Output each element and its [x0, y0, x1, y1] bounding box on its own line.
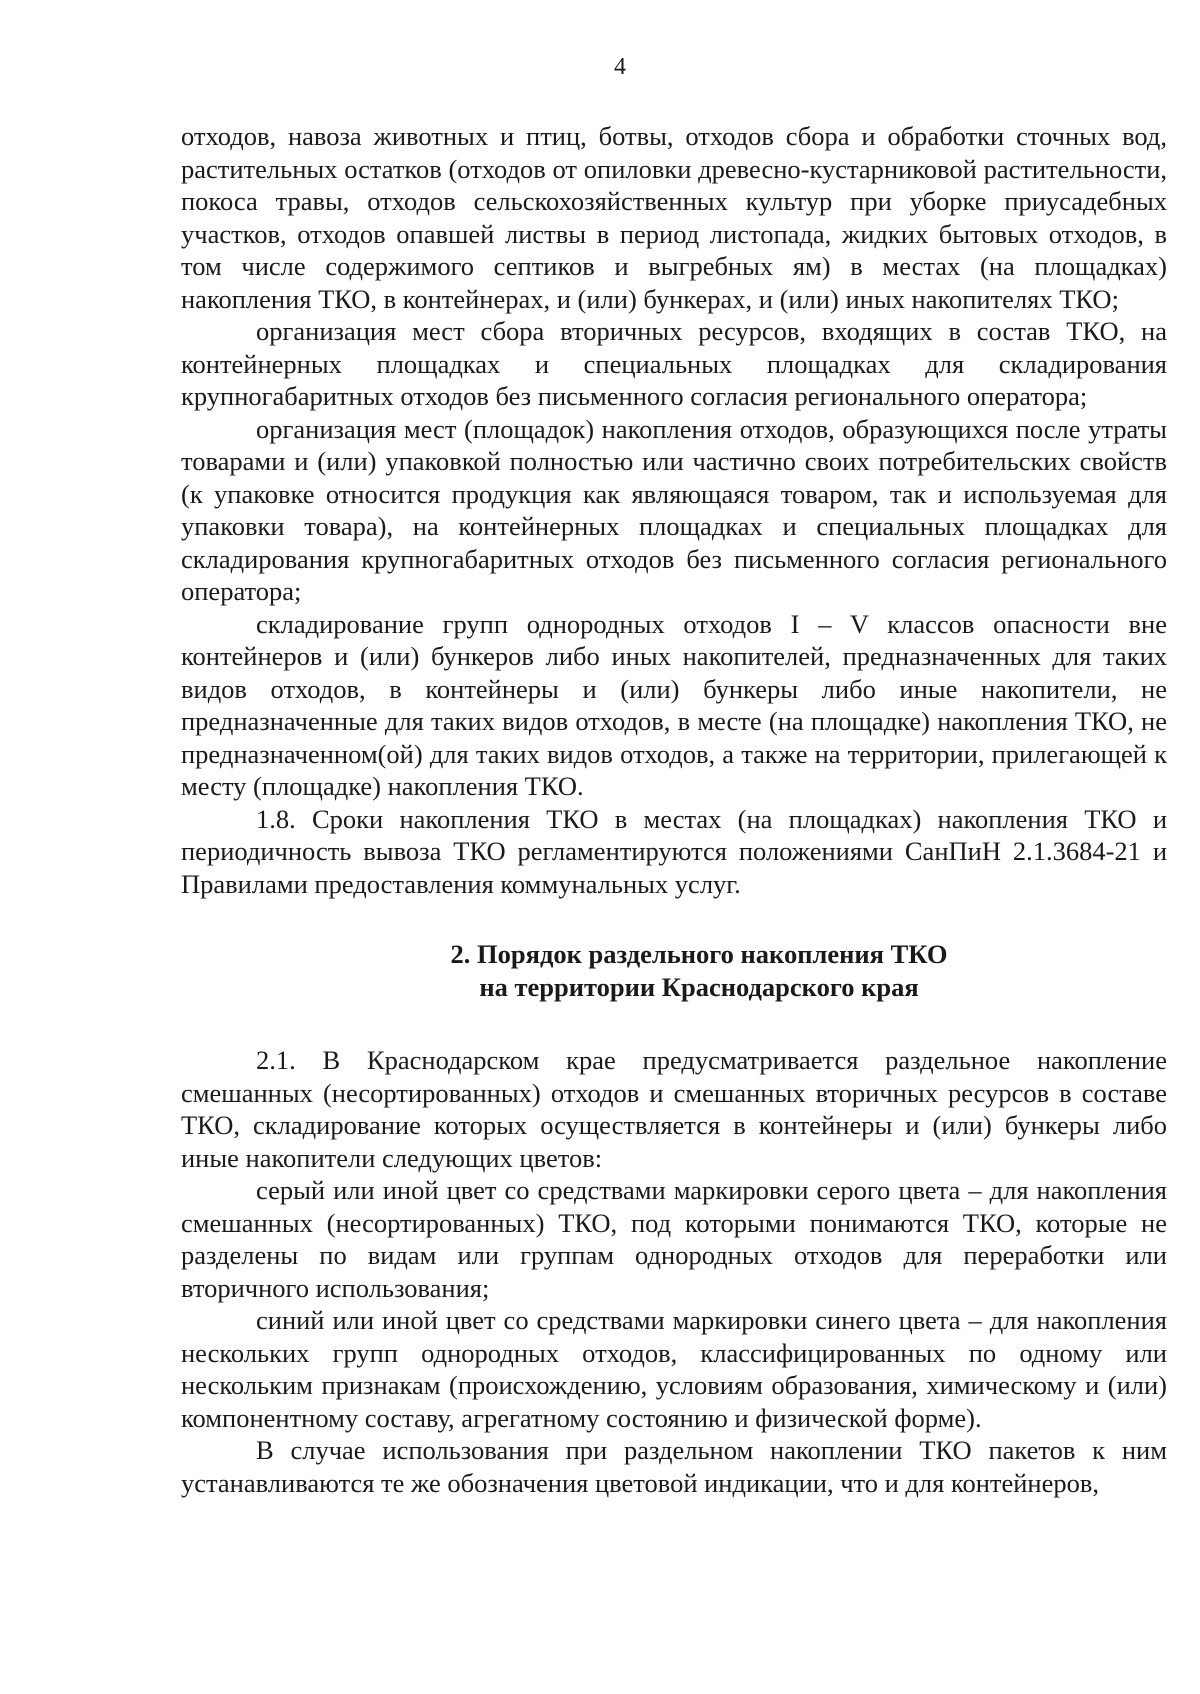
paragraph-1-8: 1.8. Сроки накопления ТКО в местах (на площадках) накопления ТКО и периодичность вывоза ТКО регламентируются положениями СанПиН 2.1.3684-21 и Правилами предоставления коммунальных услуг. — [181, 803, 1167, 899]
paragraph-secondary-resources: организация мест сбора вторичных ресурсов, входящих в состав ТКО, на контейнерных площадках и специальных площадках для складирования крупногабаритных отходов без письменного согласия регионального оператора; — [181, 316, 1167, 411]
paragraph-continuation: отходов, навоза животных и птиц, ботвы, отходов сбора и обработки сточных вод, растительных остатков (отходов от опиловки древесно-кустарниковой растительности, покоса травы, отходов сельскохозяйственных культур при уборке приусадебных участков, отходов опавшей листвы в период листопада, жидких бытовых отходов, в том числе содержимого септиков и выгребных ям) в местах (на площадках) накопления ТКО, в контейнерах, и (или) бункерах, и (или) иных накопителях ТКО; — [181, 121, 1167, 314]
paragraph-2-1: 2.1. В Краснодарском крае предусматривается раздельное накопление смешанных (несортированных) отходов и смешанных вторичных ресурсов в составе ТКО, складирование которых осуществляется в контейнеры и (или) бункеры либо иные накопители следующих цветов: — [181, 1045, 1167, 1173]
section-heading-line2: на территории Краснодарского края — [479, 972, 919, 1002]
paragraph-packaging-waste: организация мест (площадок) накопления отходов, образующихся после утраты товарами и (или) упаковкой полностью или частично своих потребительских свойств (к упаковке относится продукция как являющаяся товаром, так и используемая для упаковки товара), на контейнерных площадках и специальных площадках для складирования крупногабаритных отходов без письменного согласия регионального оператора; — [181, 413, 1167, 606]
page-number: 4 — [614, 54, 626, 80]
section-heading — [181, 938, 1167, 1004]
paragraph-hazard-classes: складирование групп однородных отходов I – V классов опасности вне контейнеров и (или) бункеров либо иных накопителей, предназначенных для таких видов отходов, в контейнеры и (или) бункеры либо иные накопители, не предназначенные для таких видов отходов, в месте (на площадке) накопления ТКО, не предназначенном(ой) для таких видов отходов, а также на территории, прилегающей к месту (площадке) накопления ТКО. — [181, 608, 1167, 801]
paragraph-bags: В случае использования при раздельном накоплении ТКО пакетов к ним устанавливаются те же обозначения цветовой индикации, что и для контейнеров, — [181, 1435, 1167, 1498]
paragraph-grey-container: серый или иной цвет со средствами маркировки серого цвета – для накопления смешанных (несортированных) ТКО, под которыми понимаются ТКО, которые не разделены по видам или группам однородных отходов для переработки или вторичного использования; — [181, 1175, 1167, 1303]
paragraph-blue-container: синий или иной цвет со средствами маркировки синего цвета – для накопления нескольких групп однородных отходов, классифицированных по одному или нескольким признакам (происхождению, условиям образования, химическому и (или) компонентному составу, агрегатному состоянию и физической форме). — [181, 1305, 1167, 1433]
section-heading-line1: 2. Порядок раздельного накопления ТКО — [450, 939, 948, 969]
document-body — [181, 120, 1167, 1499]
